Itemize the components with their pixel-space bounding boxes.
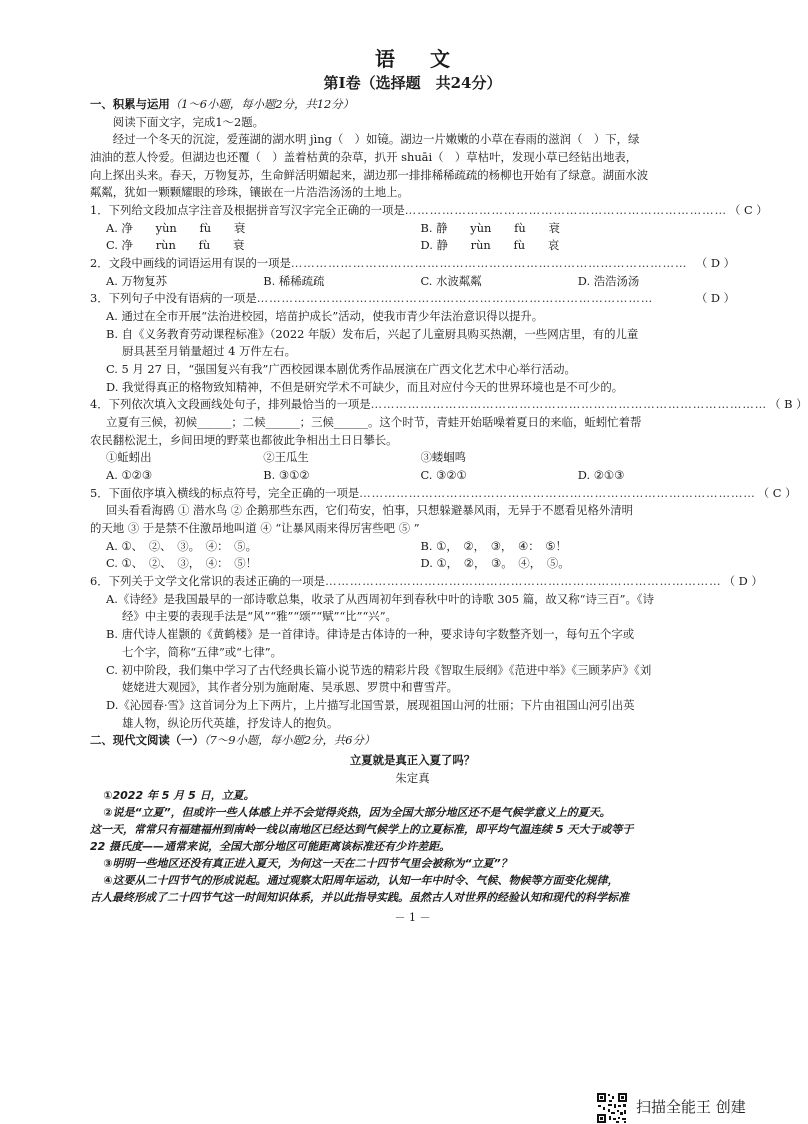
option-a-continued: 经》中主要的表现手法是“风”“雅”“颂”“赋”“比”“兴”。 [122, 609, 397, 624]
question-5-text-continued: 的天地 ③ 于是禁不住激昂地叫道 ④ “让暴风雨来得厉害些吧 ⑤ ” [90, 521, 420, 536]
page-number: － 1 － [394, 910, 431, 924]
option-b: B. 稀稀疏疏 [263, 273, 325, 288]
question-4-text-part: 。这个时节，青蛙开始聒噪着夏日的来临，蚯蚓忙着帮 [368, 415, 642, 430]
option-c: C. ③②① [420, 468, 467, 483]
question-2-answer: （ D ） [695, 256, 735, 271]
essay-body [90, 787, 735, 906]
question-6-options [90, 591, 735, 732]
question-5-answer: （ C ） [757, 485, 797, 500]
question-1 [90, 202, 768, 255]
passage-line: 经过一个冬天的沉淀，爱莲湖的湖水明 jìng（ ）如镜。湖边一片嫩嫩的小草在春雨的滋润（ ）下，绿 [112, 132, 640, 147]
option-d: D. 浩浩汤汤 [577, 273, 640, 288]
leader-dots: …………………………………………………………………………………… [325, 574, 722, 589]
option-d-continued: 雄人物，纵论历代英雄，抒发诗人的抱负。 [122, 715, 339, 730]
option-a: A.《诗经》是我国最早的一部诗歌总集，收录了从西周初年到春秋中叶的诗歌 305 篇，故又称“诗三百”。《诗 [106, 591, 654, 606]
question-4-answer: （ B ） [769, 397, 808, 412]
question-5-stem: 5．下面依序填入横线的标点符号，完全正确的一项是 [90, 485, 360, 500]
question-4-text-part: ；二候 [231, 415, 266, 430]
essay-line: 这一天，常常只有福建福州到南岭一线以南地区已经达到气候学上的立夏标准，即平均气温连续 5 天大于或等于 [90, 823, 634, 837]
option-b: B. 静 yùn fù 衰 [420, 220, 560, 235]
option-c: C. 5 月 27 日，“强国复兴有我”广西校园课本剧优秀作品展演在广西文化艺术中心举行活动。 [106, 362, 576, 377]
option-a: A. 净 yùn fù 衰 [106, 220, 246, 235]
leader-dots: …………………………………………………………………………………… [370, 397, 768, 412]
option-d: D. ②①③ [577, 468, 625, 483]
question-4-items [90, 449, 735, 467]
option-d: D. 我觉得真正的格物致知精神，不但是研究学术不可缺少，而且对应付今天的世界环境也是不可少的。 [106, 379, 624, 394]
item-2: ②王瓜生 [263, 450, 309, 465]
option-b-continued: 厨具甚至月销量超过 4 万件左右。 [122, 344, 296, 359]
question-3-answer: （ D ） [695, 291, 735, 306]
question-4-text-part: ；三候 [299, 415, 334, 430]
qr-code-icon [596, 1092, 628, 1124]
option-a: A. 万物复苏 [106, 273, 168, 288]
section-heading-2-title: 二、现代文阅读（一） [90, 733, 204, 748]
question-4-options [90, 467, 735, 485]
question-5-options [90, 538, 735, 573]
question-4-text-continued: 农民翻松泥土，乡间田埂的野菜也都彼此争相出土日日攀长。 [90, 432, 398, 447]
option-b: B. ①， ②， ③， ④： ⑤！ [420, 538, 567, 553]
essay-line: ①2022 年 5 月 5 日，立夏。 [103, 789, 255, 803]
question-2-stem: 2．文段中画线的词语运用有误的一项是 [90, 256, 291, 271]
section-heading-1-title: 一、积累与运用 [90, 97, 170, 111]
section-heading-2 [90, 732, 735, 750]
option-c: C. 初中阶段，我们集中学习了古代经典长篇小说节选的精彩片段《智取生辰纲》《范进中举》《三顾茅庐》《刘 [106, 662, 652, 677]
question-6-answer: （ D ） [723, 574, 763, 589]
question-6 [90, 573, 763, 732]
question-1-stem: 1．下列给文段加点字注音及根据拼音写汉字完全正确的一项是 [90, 203, 405, 218]
question-4-text [90, 414, 735, 432]
exam-paper [90, 46, 808, 926]
question-1-answer: （ C ） [728, 203, 768, 218]
page-title: 语 文 [375, 47, 464, 71]
question-3-options [90, 308, 735, 396]
essay-line: 古人最终形成了二十四节气这一时间知识体系，并以此指导实践。虽然古人对世界的经验认知和现代的科学标准 [90, 891, 629, 905]
option-a: A. ①、 ②、 ③。 ④： ⑤。 [106, 538, 257, 553]
option-d: D. 静 rùn fù 哀 [420, 238, 560, 253]
option-d: D.《沁园春·雪》这首词分为上下两片，上片描写北国雪景，展现祖国山河的壮丽；下片由祖国山河引出英 [106, 697, 635, 712]
question-4 [90, 396, 808, 484]
option-c: C. 水波粼粼 [420, 273, 482, 288]
essay-line: 22 摄氏度——通常来说，全国大部分地区可能距离该标准还有少许差距。 [90, 840, 451, 854]
essay-author: 朱定真 [395, 770, 430, 785]
reading-passage [90, 131, 735, 202]
blank-line: ______ [265, 415, 300, 430]
question-2 [90, 255, 735, 290]
question-5-text: 回头看看海鸥 ① 潜水鸟 ② 企鹅那些东西，它们苟安，怕事，只想躲避暴风雨，无异于不愿看见格外清明 [106, 503, 634, 518]
section-heading-1 [90, 96, 735, 114]
question-3 [90, 290, 735, 396]
question-6-stem: 6．下列关于文学文化常识的表述正确的一项是 [90, 574, 326, 589]
option-b: B. 自《义务教育劳动课程标准》（2022 年版）发布后，兴起了儿童厨具购买热潮，一些网店里，有的儿童 [106, 326, 639, 341]
option-c: C. 净 rùn fù 衰 [106, 238, 245, 253]
essay-line: ④这要从二十四节气的形成说起。通过观察太阳周年运动，认知一年中时令、气候、物候等方面变化规律， [103, 874, 619, 888]
question-3-stem: 3．下列句子中没有语病的一项是 [90, 291, 257, 306]
watermark-text: 扫描全能王 创建 [636, 1098, 746, 1117]
leader-dots: …………………………………………………………………… [404, 203, 727, 218]
option-c: C. ①、 ②、 ③， ④： ⑤！ [106, 556, 258, 571]
essay-line: ③明明一些地区还没有真正进入夏天，为何这一天在二十四节气里会被称为“立夏”？ [103, 857, 512, 871]
leader-dots: …………………………………………………………………………………… [256, 291, 654, 306]
passage-line: 油油的惹人怜爱。但湖边也还覆（ ）盖着枯黄的杂草，扒开 shuāi（ ）草枯叶，发现小草已经钻出地表， [90, 150, 638, 165]
leader-dots: …………………………………………………………………………………… [359, 485, 756, 500]
reading-instruction: 阅读下面文字，完成1～2题。 [112, 114, 264, 129]
option-a: A. 通过在全市开展“法治进校园，培苗护成长”活动，使我市青少年法治意识得以提升。 [106, 309, 544, 324]
paper-subtitle: 第Ⅰ卷（选择题 共24分） [323, 74, 502, 92]
option-c-continued: 姥姥进大观园》，其作者分别为施耐庵、吴承恩、罗贯中和曹雪芹。 [122, 680, 459, 695]
question-4-stem: 4．下列依次填入文段画线处句子，排列最恰当的一项是 [90, 397, 371, 412]
item-3: ③蝼蝈鸣 [420, 450, 467, 465]
option-d: D. ①， ②， ③。 ④， ⑤。 [420, 556, 570, 571]
scanner-watermark [596, 1092, 746, 1124]
passage-line: 向上探出头来。春天，万物复苏，生命鲜活明媚起来，湖边那一排排稀稀疏疏的杨柳也开始有了绿意。湖面水波 [90, 167, 649, 182]
section-heading-1-note: （1～6小题，每小题2分，共12分） [169, 97, 355, 111]
item-1: ①蚯蚓出 [106, 450, 152, 465]
essay-line: ②说是“立夏”，但或许一些人体感上并不会觉得炎热，因为全国大部分地区还不是气候学意义上的夏天。 [103, 806, 611, 820]
option-a: A. ①②③ [106, 468, 153, 483]
question-4-text-part: 立夏有三候，初候 [106, 415, 198, 430]
leader-dots: …………………………………………………………………………………… [290, 256, 688, 271]
passage-line: 粼粼，犹如一颗颗耀眼的珍珠，镶嵌在一片浩浩汤汤的土地上。 [90, 185, 409, 200]
option-b-continued: 七个字，简称“五律”或“七律”。 [122, 644, 282, 659]
essay-title: 立夏就是真正入夏了吗？ [349, 752, 476, 767]
option-b: B. 唐代诗人崔颢的《黄鹤楼》是一首律诗。律诗是古体诗的一种，要求诗句字数整齐划一，每句五个字或 [106, 627, 635, 642]
question-5 [90, 485, 797, 573]
blank-line: ______ [333, 415, 369, 430]
question-2-options [90, 273, 735, 291]
section-heading-2-note: （7～9小题，每小题2分，共6分） [203, 733, 376, 748]
question-1-options [90, 220, 735, 255]
blank-line: ______ [197, 415, 232, 430]
option-b: B. ③①② [263, 468, 310, 483]
